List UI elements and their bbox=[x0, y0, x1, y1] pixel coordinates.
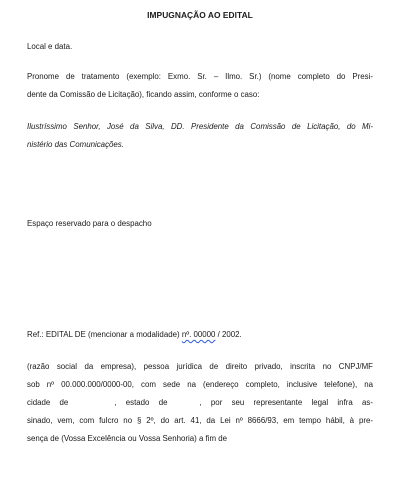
estado-label: , estado de bbox=[114, 398, 168, 407]
body-line-5: sença de (Vossa Excelência ou Vossa Senhoria) a fim de bbox=[27, 434, 228, 443]
despacho-line: Espaço reservado para o despacho bbox=[27, 219, 152, 228]
document-title: IMPUGNAÇÃO AO EDITAL bbox=[147, 10, 253, 20]
representante-text: , por seu representante legal infra as- bbox=[199, 398, 373, 407]
ref-line bbox=[27, 330, 242, 340]
local-data-line: Local e data. bbox=[27, 42, 73, 51]
body-paragraph bbox=[27, 358, 373, 448]
cidade-label: cidade de bbox=[27, 398, 69, 407]
example-line-1: Ilustríssimo Senhor, José da Silva, DD. Presidente da Comissão de Licitação, do Mi- bbox=[27, 122, 373, 131]
pronome-paragraph bbox=[27, 68, 373, 104]
example-paragraph bbox=[27, 118, 373, 154]
ref-number: nº. 00000 bbox=[181, 330, 216, 339]
pronome-line-2: dente da Comissão de Licitação), ficando assim, conforme o caso: bbox=[27, 90, 260, 99]
body-line-cidade bbox=[27, 394, 373, 412]
ref-prefix: Ref.: EDITAL DE (mencionar a modalidade) bbox=[27, 330, 182, 339]
ref-suffix: / 2002. bbox=[215, 330, 242, 339]
example-line-2: nistério das Comunicações. bbox=[27, 140, 124, 149]
pronome-line-1: Pronome de tratamento (exemplo: Exmo. Sr. – Ilmo. Sr.) (nome completo do Presi- bbox=[27, 72, 373, 81]
body-line-2: sob nº 00.000.000/0000-00, com sede na (endereço completo, inclusive telefone), na bbox=[27, 380, 373, 389]
body-line-4: sinado, vem, com fulcro no § 2º, do art. 41, da Lei nº 8666/93, em tempo hábil, à pre- bbox=[27, 416, 373, 425]
body-line-1: (razão social da empresa), pessoa jurídica de direito privado, inscrita no CNPJ/MF bbox=[27, 362, 373, 371]
